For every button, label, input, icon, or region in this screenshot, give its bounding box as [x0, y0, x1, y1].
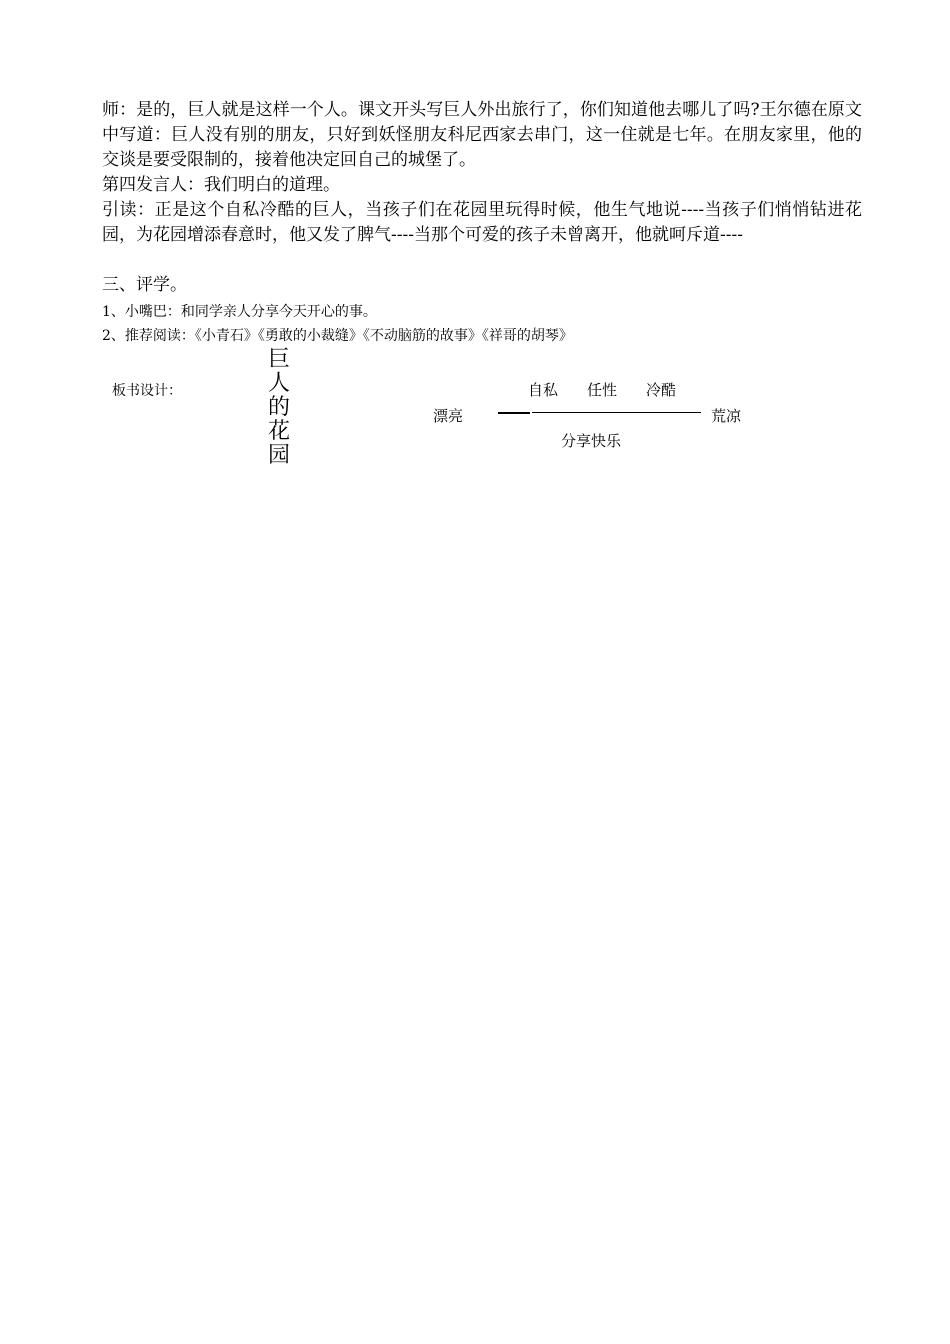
board-title-char: 园: [267, 443, 290, 468]
list-item-recommended-reading: 2、推荐阅读：《小青石》《勇敢的小裁缝》《不动脑筋的故事》《祥哥的胡琴》: [102, 328, 573, 344]
board-design-label: 板书设计：: [112, 383, 182, 399]
board-title-char: 花: [267, 419, 290, 444]
board-word-beautiful: 漂亮: [433, 407, 464, 425]
section-heading-evaluation: 三、评学。: [102, 275, 187, 295]
list-item-share: 1、小嘴巴：和同学亲人分享今天开心的事。: [102, 304, 377, 320]
paragraph-fourth-speaker: 第四发言人：我们明白的道理。: [102, 175, 340, 195]
board-word-sharing-joy: 分享快乐: [561, 432, 622, 450]
paragraph-teacher: 师：是的，巨人就是这样一个人。课文开头写巨人外出旅行了，你们知道他去哪儿了吗?王尔德在原文中写道：巨人没有别的朋友，只好到妖怪朋友科尼西家去串门，这一住就是七年。在朋友家里，他的交谈是要受限制的，接着他决定回自己的城堡了。: [102, 100, 862, 170]
paragraph-guided-reading: 引读：正是这个自私冷酷的巨人，当孩子们在花园里玩得时候，他生气地说----当孩子们悄悄钻进花园，为花园增添春意时，他又发了脾气----当那个可爱的孩子未曾离开，他就呵斥道----: [102, 200, 862, 245]
board-title-char: 人: [267, 371, 290, 396]
board-word-willful: 任性: [587, 381, 618, 399]
board-title-vertical: [265, 348, 293, 468]
board-title-char: 巨: [267, 347, 290, 372]
board-word-selfish: 自私: [528, 381, 559, 399]
board-word-desolate: 荒凉: [711, 407, 742, 425]
board-title-char: 的: [267, 395, 290, 420]
board-word-cold: 冷酷: [646, 381, 677, 399]
